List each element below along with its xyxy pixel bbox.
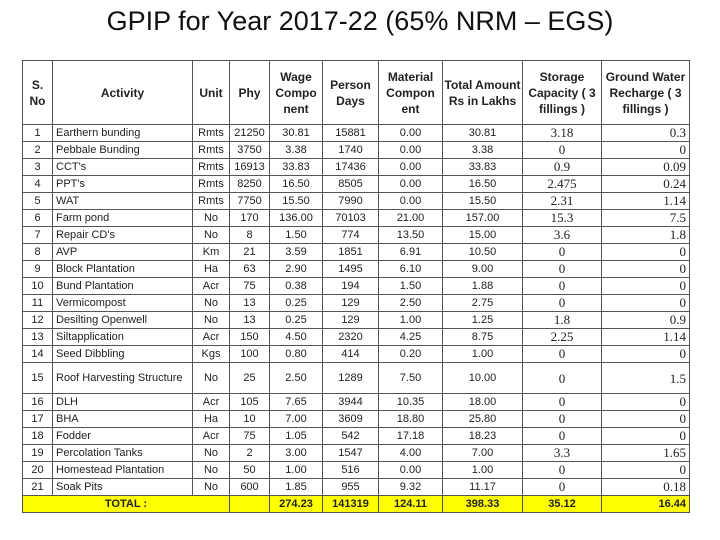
phy-cell: 25 bbox=[230, 363, 270, 394]
sno-cell: 12 bbox=[23, 312, 53, 329]
unit-cell: No bbox=[193, 445, 230, 462]
total-amount-cell: 8.75 bbox=[443, 329, 523, 346]
person-days-cell: 2320 bbox=[323, 329, 379, 346]
wage-cell: 0.38 bbox=[270, 278, 323, 295]
ground-water-cell: 0.24 bbox=[602, 176, 690, 193]
material-cell: 0.00 bbox=[379, 142, 443, 159]
material-cell: 9.32 bbox=[379, 479, 443, 496]
person-days-cell: 3609 bbox=[323, 411, 379, 428]
storage-cell: 0 bbox=[523, 363, 602, 394]
total-amount-cell: 10.50 bbox=[443, 244, 523, 261]
activity-cell: WAT bbox=[53, 193, 193, 210]
material-cell: 1.50 bbox=[379, 278, 443, 295]
unit-cell: Acr bbox=[193, 278, 230, 295]
storage-cell: 0 bbox=[523, 142, 602, 159]
table-row bbox=[23, 227, 690, 244]
total-amount-cell: 7.00 bbox=[443, 445, 523, 462]
wage-cell: 1.85 bbox=[270, 479, 323, 496]
total-amount-cell: 18.00 bbox=[443, 394, 523, 411]
person-days-cell: 70103 bbox=[323, 210, 379, 227]
total-amount-cell: 18.23 bbox=[443, 428, 523, 445]
storage-cell: 2.31 bbox=[523, 193, 602, 210]
ground-water-cell: 0 bbox=[602, 261, 690, 278]
total-amount-cell: 1.00 bbox=[443, 462, 523, 479]
total-person-days: 141319 bbox=[323, 496, 379, 513]
unit-cell: No bbox=[193, 210, 230, 227]
phy-cell: 75 bbox=[230, 428, 270, 445]
sno-cell: 10 bbox=[23, 278, 53, 295]
material-cell: 4.00 bbox=[379, 445, 443, 462]
wage-cell: 0.25 bbox=[270, 312, 323, 329]
wage-cell: 30.81 bbox=[270, 125, 323, 142]
phy-cell: 21 bbox=[230, 244, 270, 261]
ground-water-cell: 1.14 bbox=[602, 193, 690, 210]
phy-cell: 170 bbox=[230, 210, 270, 227]
unit-cell: No bbox=[193, 295, 230, 312]
unit-cell: Rmts bbox=[193, 193, 230, 210]
storage-cell: 0 bbox=[523, 244, 602, 261]
ground-water-cell: 0.3 bbox=[602, 125, 690, 142]
storage-cell: 0 bbox=[523, 394, 602, 411]
total-amount-cell: 11.17 bbox=[443, 479, 523, 496]
unit-cell: Rmts bbox=[193, 159, 230, 176]
header-storage: Storage Capacity ( 3 fillings ) bbox=[523, 61, 602, 125]
storage-cell: 0 bbox=[523, 462, 602, 479]
person-days-cell: 414 bbox=[323, 346, 379, 363]
person-days-cell: 516 bbox=[323, 462, 379, 479]
wage-cell: 136.00 bbox=[270, 210, 323, 227]
sno-cell: 17 bbox=[23, 411, 53, 428]
wage-cell: 0.80 bbox=[270, 346, 323, 363]
page-title: GPIP for Year 2017-22 (65% NRM – EGS) bbox=[106, 6, 614, 36]
person-days-cell: 15881 bbox=[323, 125, 379, 142]
wage-cell: 0.25 bbox=[270, 295, 323, 312]
person-days-cell: 1547 bbox=[323, 445, 379, 462]
phy-cell: 2 bbox=[230, 445, 270, 462]
unit-cell: Ha bbox=[193, 261, 230, 278]
ground-water-cell: 1.14 bbox=[602, 329, 690, 346]
activity-cell: BHA bbox=[53, 411, 193, 428]
total-amount-cell: 10.00 bbox=[443, 363, 523, 394]
sno-cell: 13 bbox=[23, 329, 53, 346]
phy-cell: 3750 bbox=[230, 142, 270, 159]
table-row bbox=[23, 329, 690, 346]
material-cell: 4.25 bbox=[379, 329, 443, 346]
unit-cell: Ha bbox=[193, 411, 230, 428]
total-amount-cell: 3.38 bbox=[443, 142, 523, 159]
activity-cell: Bund Plantation bbox=[53, 278, 193, 295]
phy-cell: 13 bbox=[230, 295, 270, 312]
header-ground-water: Ground Water Recharge ( 3 fillings ) bbox=[602, 61, 690, 125]
total-wage: 274.23 bbox=[270, 496, 323, 513]
unit-cell: Acr bbox=[193, 394, 230, 411]
person-days-cell: 1740 bbox=[323, 142, 379, 159]
sno-cell: 5 bbox=[23, 193, 53, 210]
storage-cell: 0 bbox=[523, 479, 602, 496]
total-material: 124.11 bbox=[379, 496, 443, 513]
table-row bbox=[23, 193, 690, 210]
activity-cell: Earthern bunding bbox=[53, 125, 193, 142]
phy-cell: 50 bbox=[230, 462, 270, 479]
sno-cell: 6 bbox=[23, 210, 53, 227]
storage-cell: 2.25 bbox=[523, 329, 602, 346]
sno-cell: 14 bbox=[23, 346, 53, 363]
ground-water-cell: 0.18 bbox=[602, 479, 690, 496]
phy-cell: 105 bbox=[230, 394, 270, 411]
total-amount-cell: 1.25 bbox=[443, 312, 523, 329]
total-amount-cell: 25.80 bbox=[443, 411, 523, 428]
sno-cell: 21 bbox=[23, 479, 53, 496]
header-material: Material Compon ent bbox=[379, 61, 443, 125]
table-row bbox=[23, 445, 690, 462]
sno-cell: 8 bbox=[23, 244, 53, 261]
material-cell: 6.91 bbox=[379, 244, 443, 261]
material-cell: 0.00 bbox=[379, 462, 443, 479]
phy-cell: 13 bbox=[230, 312, 270, 329]
header-total: Total Amount Rs in Lakhs bbox=[443, 61, 523, 125]
total-storage: 35.12 bbox=[523, 496, 602, 513]
wage-cell: 2.90 bbox=[270, 261, 323, 278]
total-amount: 398.33 bbox=[443, 496, 523, 513]
person-days-cell: 1851 bbox=[323, 244, 379, 261]
activity-cell: Percolation Tanks bbox=[53, 445, 193, 462]
header-activity: Activity bbox=[53, 61, 193, 125]
total-amount-cell: 2.75 bbox=[443, 295, 523, 312]
total-amount-cell: 1.88 bbox=[443, 278, 523, 295]
sno-cell: 15 bbox=[23, 363, 53, 394]
phy-cell: 600 bbox=[230, 479, 270, 496]
unit-cell: Acr bbox=[193, 329, 230, 346]
activity-cell: Desilting Openwell bbox=[53, 312, 193, 329]
unit-cell: Rmts bbox=[193, 176, 230, 193]
ground-water-cell: 1.65 bbox=[602, 445, 690, 462]
table-row bbox=[23, 210, 690, 227]
material-cell: 18.80 bbox=[379, 411, 443, 428]
total-row bbox=[23, 496, 690, 513]
wage-cell: 7.00 bbox=[270, 411, 323, 428]
sno-cell: 4 bbox=[23, 176, 53, 193]
unit-cell: Rmts bbox=[193, 142, 230, 159]
person-days-cell: 129 bbox=[323, 312, 379, 329]
person-days-cell: 542 bbox=[323, 428, 379, 445]
person-days-cell: 7990 bbox=[323, 193, 379, 210]
sno-cell: 18 bbox=[23, 428, 53, 445]
total-phy bbox=[230, 496, 270, 513]
storage-cell: 3.18 bbox=[523, 125, 602, 142]
person-days-cell: 17436 bbox=[323, 159, 379, 176]
table-row bbox=[23, 159, 690, 176]
sno-cell: 9 bbox=[23, 261, 53, 278]
wage-cell: 16.50 bbox=[270, 176, 323, 193]
ground-water-cell: 0.09 bbox=[602, 159, 690, 176]
storage-cell: 3.6 bbox=[523, 227, 602, 244]
storage-cell: 0 bbox=[523, 346, 602, 363]
sno-cell: 20 bbox=[23, 462, 53, 479]
material-cell: 7.50 bbox=[379, 363, 443, 394]
storage-cell: 0 bbox=[523, 295, 602, 312]
table-row bbox=[23, 312, 690, 329]
storage-cell: 1.8 bbox=[523, 312, 602, 329]
table-row bbox=[23, 394, 690, 411]
storage-cell: 0 bbox=[523, 261, 602, 278]
ground-water-cell: 1.5 bbox=[602, 363, 690, 394]
gpip-table bbox=[22, 60, 690, 513]
ground-water-cell: 0 bbox=[602, 244, 690, 261]
storage-cell: 0 bbox=[523, 411, 602, 428]
table-row bbox=[23, 462, 690, 479]
table-row bbox=[23, 295, 690, 312]
storage-cell: 0.9 bbox=[523, 159, 602, 176]
total-amount-cell: 9.00 bbox=[443, 261, 523, 278]
person-days-cell: 8505 bbox=[323, 176, 379, 193]
person-days-cell: 129 bbox=[323, 295, 379, 312]
material-cell: 0.00 bbox=[379, 125, 443, 142]
sno-cell: 1 bbox=[23, 125, 53, 142]
material-cell: 6.10 bbox=[379, 261, 443, 278]
ground-water-cell: 0 bbox=[602, 428, 690, 445]
wage-cell: 7.65 bbox=[270, 394, 323, 411]
unit-cell: Kgs bbox=[193, 346, 230, 363]
sno-cell: 7 bbox=[23, 227, 53, 244]
unit-cell: Km bbox=[193, 244, 230, 261]
table-body bbox=[23, 125, 690, 496]
table-row bbox=[23, 125, 690, 142]
activity-cell: Farm pond bbox=[53, 210, 193, 227]
storage-cell: 15.3 bbox=[523, 210, 602, 227]
activity-cell: DLH bbox=[53, 394, 193, 411]
table-row bbox=[23, 363, 690, 394]
activity-cell: Roof Harvesting Structure bbox=[53, 363, 193, 394]
activity-cell: Vermicompost bbox=[53, 295, 193, 312]
table-row bbox=[23, 176, 690, 193]
phy-cell: 100 bbox=[230, 346, 270, 363]
header-wage: Wage Compo nent bbox=[270, 61, 323, 125]
table-row bbox=[23, 142, 690, 159]
ground-water-cell: 0 bbox=[602, 278, 690, 295]
total-amount-cell: 15.00 bbox=[443, 227, 523, 244]
wage-cell: 1.05 bbox=[270, 428, 323, 445]
unit-cell: No bbox=[193, 363, 230, 394]
activity-cell: Repair CD's bbox=[53, 227, 193, 244]
activity-cell: Soak Pits bbox=[53, 479, 193, 496]
unit-cell: No bbox=[193, 462, 230, 479]
total-amount-cell: 16.50 bbox=[443, 176, 523, 193]
material-cell: 0.00 bbox=[379, 193, 443, 210]
ground-water-cell: 1.8 bbox=[602, 227, 690, 244]
phy-cell: 8 bbox=[230, 227, 270, 244]
header-sno: S. No bbox=[23, 61, 53, 125]
person-days-cell: 194 bbox=[323, 278, 379, 295]
sno-cell: 11 bbox=[23, 295, 53, 312]
material-cell: 2.50 bbox=[379, 295, 443, 312]
total-amount-cell: 33.83 bbox=[443, 159, 523, 176]
phy-cell: 7750 bbox=[230, 193, 270, 210]
table-row bbox=[23, 244, 690, 261]
table-row bbox=[23, 479, 690, 496]
total-amount-cell: 30.81 bbox=[443, 125, 523, 142]
sno-cell: 16 bbox=[23, 394, 53, 411]
table-row bbox=[23, 411, 690, 428]
activity-cell: Seed Dibbling bbox=[53, 346, 193, 363]
ground-water-cell: 0 bbox=[602, 295, 690, 312]
total-ground-water: 16.44 bbox=[602, 496, 690, 513]
activity-cell: Homestead Plantation bbox=[53, 462, 193, 479]
phy-cell: 16913 bbox=[230, 159, 270, 176]
unit-cell: Acr bbox=[193, 428, 230, 445]
material-cell: 17.18 bbox=[379, 428, 443, 445]
activity-cell: Block Plantation bbox=[53, 261, 193, 278]
material-cell: 0.20 bbox=[379, 346, 443, 363]
phy-cell: 63 bbox=[230, 261, 270, 278]
storage-cell: 3.3 bbox=[523, 445, 602, 462]
unit-cell: No bbox=[193, 227, 230, 244]
header-phy: Phy bbox=[230, 61, 270, 125]
sno-cell: 2 bbox=[23, 142, 53, 159]
ground-water-cell: 0 bbox=[602, 394, 690, 411]
phy-cell: 150 bbox=[230, 329, 270, 346]
sno-cell: 19 bbox=[23, 445, 53, 462]
storage-cell: 0 bbox=[523, 428, 602, 445]
person-days-cell: 1495 bbox=[323, 261, 379, 278]
activity-cell: Fodder bbox=[53, 428, 193, 445]
storage-cell: 0 bbox=[523, 278, 602, 295]
wage-cell: 3.00 bbox=[270, 445, 323, 462]
material-cell: 1.00 bbox=[379, 312, 443, 329]
wage-cell: 33.83 bbox=[270, 159, 323, 176]
wage-cell: 3.38 bbox=[270, 142, 323, 159]
unit-cell: No bbox=[193, 479, 230, 496]
activity-cell: Siltapplication bbox=[53, 329, 193, 346]
wage-cell: 4.50 bbox=[270, 329, 323, 346]
person-days-cell: 3944 bbox=[323, 394, 379, 411]
total-amount-cell: 157.00 bbox=[443, 210, 523, 227]
material-cell: 0.00 bbox=[379, 159, 443, 176]
phy-cell: 75 bbox=[230, 278, 270, 295]
phy-cell: 8250 bbox=[230, 176, 270, 193]
total-label: TOTAL : bbox=[23, 496, 230, 513]
wage-cell: 1.00 bbox=[270, 462, 323, 479]
wage-cell: 15.50 bbox=[270, 193, 323, 210]
activity-cell: PPT's bbox=[53, 176, 193, 193]
material-cell: 21.00 bbox=[379, 210, 443, 227]
ground-water-cell: 0 bbox=[602, 411, 690, 428]
material-cell: 13.50 bbox=[379, 227, 443, 244]
table-row bbox=[23, 428, 690, 445]
wage-cell: 2.50 bbox=[270, 363, 323, 394]
table-row bbox=[23, 261, 690, 278]
table-row bbox=[23, 278, 690, 295]
ground-water-cell: 0.9 bbox=[602, 312, 690, 329]
activity-cell: CCT's bbox=[53, 159, 193, 176]
material-cell: 0.00 bbox=[379, 176, 443, 193]
phy-cell: 10 bbox=[230, 411, 270, 428]
person-days-cell: 774 bbox=[323, 227, 379, 244]
wage-cell: 1.50 bbox=[270, 227, 323, 244]
storage-cell: 2.475 bbox=[523, 176, 602, 193]
activity-cell: Pebbale Bunding bbox=[53, 142, 193, 159]
header-unit: Unit bbox=[193, 61, 230, 125]
activity-cell: AVP bbox=[53, 244, 193, 261]
material-cell: 10.35 bbox=[379, 394, 443, 411]
person-days-cell: 955 bbox=[323, 479, 379, 496]
phy-cell: 21250 bbox=[230, 125, 270, 142]
table-row bbox=[23, 346, 690, 363]
ground-water-cell: 0 bbox=[602, 462, 690, 479]
total-amount-cell: 15.50 bbox=[443, 193, 523, 210]
total-amount-cell: 1.00 bbox=[443, 346, 523, 363]
unit-cell: Rmts bbox=[193, 125, 230, 142]
ground-water-cell: 7.5 bbox=[602, 210, 690, 227]
header-person-days: Person Days bbox=[323, 61, 379, 125]
ground-water-cell: 0 bbox=[602, 142, 690, 159]
wage-cell: 3.59 bbox=[270, 244, 323, 261]
sno-cell: 3 bbox=[23, 159, 53, 176]
unit-cell: No bbox=[193, 312, 230, 329]
ground-water-cell: 0 bbox=[602, 346, 690, 363]
person-days-cell: 1289 bbox=[323, 363, 379, 394]
